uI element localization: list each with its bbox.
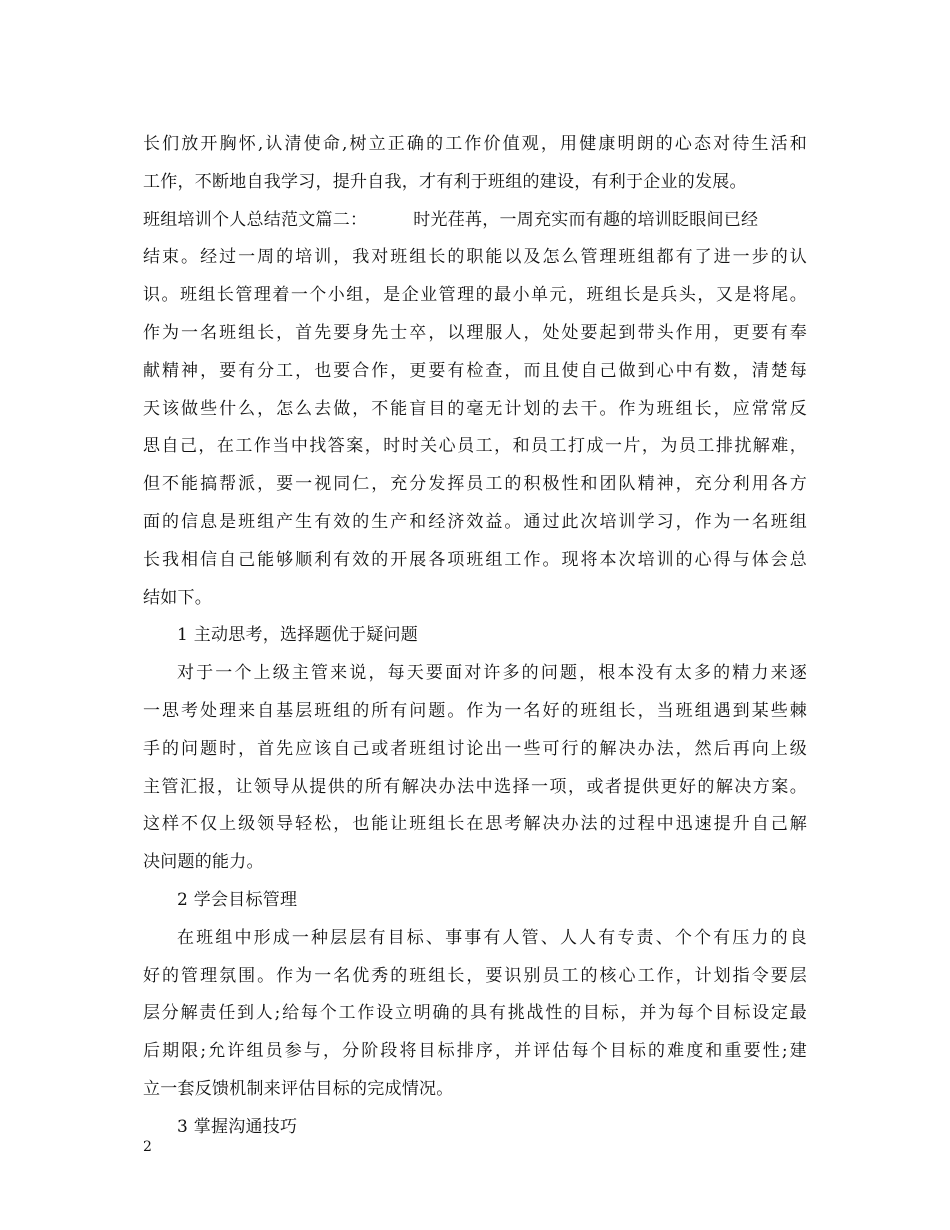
paragraph-line: 这样不仅上级领导轻松，也能让班组长在思考解决办法的过程中迅速提升自己解 [143,814,807,835]
section-heading-text: 时光荏苒，一周充实而有趣的培训眨眼间已经 [413,209,759,230]
section-heading-title: 班组培训个人总结范文篇二： [143,209,368,230]
paragraph-line: 长我相信自己能够顺利有效的开展各项班组工作。现将本次培训的心得与体会总 [143,549,807,570]
section-heading-line [143,202,807,240]
paragraph-line: 主管汇报，让领导从提供的所有解决办法中选择一项，或者提供更好的解决方案。 [143,776,807,797]
subheading-1: 1 主动思考，选择题优于疑问题 [177,625,418,646]
subheading-3: 3 掌握沟通技巧 [177,1116,298,1137]
paragraph-line: 天该做些什么，怎么去做，不能盲目的毫无计划的去干。作为班组长，应常常反 [143,398,807,419]
paragraph-line: 在班组中形成一种层层有目标、事事有人管、人人有专责、个个有压力的良 [177,927,807,948]
paragraph-line: 识。班组长管理着一个小组，是企业管理的最小单元，班组长是兵头，又是将尾。 [143,285,807,306]
paragraph-line: 作为一名班组长，首先要身先士卒，以理服人，处处要起到带头作用，更要有奉 [143,322,807,343]
paragraph-line: 好的管理氛围。作为一名优秀的班组长，要识别员工的核心工作，计划指令要层 [143,965,807,986]
paragraph-line: 手的问题时，首先应该自己或者班组讨论出一些可行的解决办法，然后再向上级 [143,738,807,759]
paragraph-line: 立一套反馈机制来评估目标的完成情况。 [143,1078,454,1099]
paragraph-line: 对于一个上级主管来说，每天要面对许多的问题，根本没有太多的精力来逐 [177,663,807,684]
page-number: 2 [143,1139,152,1155]
paragraph-line: 面的信息是班组产生有效的生产和经济效益。通过此次培训学习，作为一名班组 [143,511,807,532]
document-body [143,126,807,1147]
paragraph-line: 献精神，要有分工，也要合作，更要有检查，而且使自己做到心中有数，清楚每 [143,360,807,381]
paragraph-line: 后期限;允许组员参与，分阶段将目标排序，并评估每个目标的难度和重要性;建 [143,1041,807,1062]
paragraph-line: 决问题的能力。 [143,852,264,873]
paragraph-line: 但不能搞帮派，要一视同仁，充分发挥员工的积极性和团队精神，充分利用各方 [143,474,807,495]
paragraph-line: 思自己，在工作当中找答案，时时关心员工，和员工打成一片，为员工排扰解难， [143,436,807,457]
paragraph-line: 一思考处理来自基层班组的所有问题。作为一名好的班组长，当班组遇到某些棘 [143,700,807,721]
subheading-2: 2 学会目标管理 [177,889,298,910]
paragraph-line: 层分解责任到人;给每个工作设立明确的具有挑战性的目标，并为每个目标设定最 [143,1003,807,1024]
paragraph-line: 工作，不断地自我学习，提升自我，才有利于班组的建设，有利于企业的发展。 [143,171,747,192]
paragraph-line: 结束。经过一周的培训，我对班组长的职能以及怎么管理班组都有了进一步的认 [143,247,807,268]
paragraph-line: 长们放开胸怀,认清使命,树立正确的工作价值观，用健康明朗的心态对待生活和 [143,134,807,154]
paragraph-line: 结如下。 [143,587,212,608]
